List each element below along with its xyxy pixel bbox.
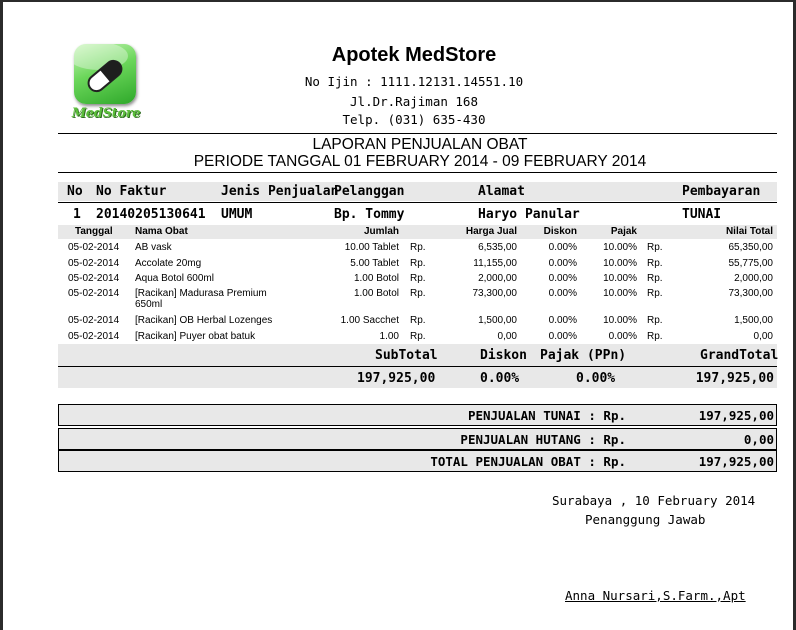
item-tanggal: 05-02-2014	[68, 331, 120, 342]
item-nilai: 65,350,00	[728, 242, 773, 253]
total-penjualan-label: TOTAL PENJUALAN OBAT : Rp.	[430, 454, 626, 469]
store-license: No Ijin : 1111.12131.14551.10	[304, 74, 524, 89]
item-harga: 73,300,00	[472, 288, 517, 299]
item-rp: Rp.	[647, 315, 663, 326]
item-diskon: 0.00%	[548, 288, 577, 299]
col-jenis: Jenis Penjualan	[221, 184, 339, 199]
diskon-label: Diskon	[480, 348, 527, 363]
item-nama: [Racikan] Puyer obat batuk	[135, 331, 256, 342]
item-rp: Rp.	[647, 288, 663, 299]
store-name: Apotek MedStore	[331, 44, 497, 66]
item-nama: Aqua Botol 600ml	[135, 273, 214, 284]
item-nilai: 0,00	[753, 331, 773, 342]
item-jumlah: 1.00 Botol	[353, 288, 399, 299]
item-nama: [Racikan] Madurasa Premium	[135, 288, 267, 299]
detail-col-pajak: Pajak	[610, 226, 637, 237]
detail-col-jumlah: Jumlah	[363, 226, 399, 237]
penjualan-tunai-box	[58, 404, 777, 426]
detail-col-nilai: Nilai Total	[725, 226, 773, 237]
item-tanggal: 05-02-2014	[68, 315, 120, 326]
col-pembayaran: Pembayaran	[682, 184, 761, 199]
grandtotal-value: 197,925,00	[695, 371, 774, 386]
diskon-value: 0.00%	[480, 371, 520, 386]
penjualan-hutang-box	[58, 428, 777, 450]
item-pajak: 10.00%	[603, 288, 637, 299]
item-pajak: 10.00%	[603, 242, 637, 253]
sale-pembayaran: TUNAI	[682, 207, 722, 222]
item-rp: Rp.	[410, 288, 426, 299]
column-header-divider	[58, 202, 777, 203]
report-title: LAPORAN PENJUALAN OBAT	[312, 136, 528, 153]
sale-jenis: UMUM	[221, 207, 253, 222]
title-divider	[58, 172, 777, 173]
col-no: No	[67, 184, 83, 199]
item-jumlah: 1.00	[379, 331, 399, 342]
sale-pelanggan: Bp. Tommy	[334, 207, 405, 222]
item-nilai: 2,000,00	[734, 273, 773, 284]
item-diskon: 0.00%	[548, 331, 577, 342]
item-nama: Accolate 20mg	[135, 258, 202, 269]
item-rp: Rp.	[410, 258, 426, 269]
item-diskon: 0.00%	[548, 273, 577, 284]
penjualan-tunai-value: 197,925,00	[698, 408, 774, 423]
col-alamat: Alamat	[478, 184, 525, 199]
store-address: Jl.Dr.Rajiman 168	[350, 94, 478, 109]
sale-no: 1	[73, 207, 81, 222]
signer-role: Penanggung Jawab	[585, 512, 706, 527]
item-tanggal: 05-02-2014	[68, 258, 120, 269]
pajak-label: Pajak (PPn)	[540, 348, 627, 363]
item-jumlah: 1.00 Sacchet	[340, 315, 399, 326]
item-nilai: 55,775,00	[728, 258, 773, 269]
detail-col-nama: Nama Obat	[135, 226, 188, 237]
store-phone: Telp. (031) 635-430	[342, 112, 486, 127]
item-nama: AB vask	[135, 242, 172, 253]
report-page	[3, 2, 793, 630]
col-pelanggan: Pelanggan	[334, 184, 405, 199]
item-rp: Rp.	[647, 273, 663, 284]
detail-col-diskon: Diskon	[543, 226, 577, 237]
item-rp: Rp.	[410, 242, 426, 253]
detail-col-tanggal: Tanggal	[75, 226, 113, 237]
total-penjualan-value: 197,925,00	[698, 454, 774, 469]
penjualan-hutang-label: PENJUALAN HUTANG : Rp.	[460, 432, 626, 447]
item-tanggal: 05-02-2014	[68, 273, 120, 284]
place-date: Surabaya , 10 February 2014	[552, 493, 756, 508]
item-rp: Rp.	[647, 242, 663, 253]
item-pajak: 10.00%	[603, 315, 637, 326]
penjualan-tunai-label: PENJUALAN TUNAI : Rp.	[467, 408, 626, 423]
item-pajak: 10.00%	[603, 258, 637, 269]
sale-alamat: Haryo Panular	[478, 207, 580, 222]
pajak-value: 0.00%	[576, 371, 616, 386]
item-rp: Rp.	[410, 331, 426, 342]
item-diskon: 0.00%	[548, 242, 577, 253]
detail-col-harga: Harga Jual	[465, 226, 517, 237]
item-harga: 1,500,00	[478, 315, 517, 326]
total-penjualan-box	[58, 450, 777, 472]
item-tanggal: 05-02-2014	[68, 288, 120, 299]
item-rp: Rp.	[410, 315, 426, 326]
item-diskon: 0.00%	[548, 258, 577, 269]
item-nama: [Racikan] OB Herbal Lozenges	[135, 315, 273, 326]
item-nilai: 1,500,00	[734, 315, 773, 326]
item-rp: Rp.	[647, 258, 663, 269]
signer-name: Anna Nursari,S.Farm.,Apt	[565, 588, 746, 603]
item-nama-line2: 650ml	[135, 299, 163, 310]
item-tanggal: 05-02-2014	[68, 242, 120, 253]
header-divider	[58, 133, 777, 134]
item-pajak: 0.00%	[608, 331, 637, 342]
item-rp: Rp.	[410, 273, 426, 284]
item-harga: 0,00	[497, 331, 517, 342]
item-jumlah: 5.00 Tablet	[350, 258, 399, 269]
item-rp: Rp.	[647, 331, 663, 342]
logo-text: MedStore	[71, 106, 141, 121]
item-pajak: 10.00%	[603, 273, 637, 284]
item-harga: 6,535,00	[478, 242, 517, 253]
sale-faktur: 20140205130641	[96, 207, 206, 222]
item-nilai: 73,300,00	[728, 288, 773, 299]
item-harga: 11,155,00	[473, 258, 517, 269]
report-period: PERIODE TANGGAL 01 FEBRUARY 2014 - 09 FEBRUARY 2014	[193, 153, 647, 170]
item-harga: 2,000,00	[478, 273, 517, 284]
item-jumlah: 1.00 Botol	[353, 273, 399, 284]
penjualan-hutang-value: 0,00	[743, 432, 774, 447]
grandtotal-label: GrandTotal	[700, 348, 779, 363]
item-jumlah: 10.00 Tablet	[344, 242, 399, 253]
subtotal-label: SubTotal	[375, 348, 438, 363]
item-diskon: 0.00%	[548, 315, 577, 326]
subtotal-value: 197,925,00	[357, 371, 436, 386]
col-faktur: No Faktur	[96, 184, 167, 199]
